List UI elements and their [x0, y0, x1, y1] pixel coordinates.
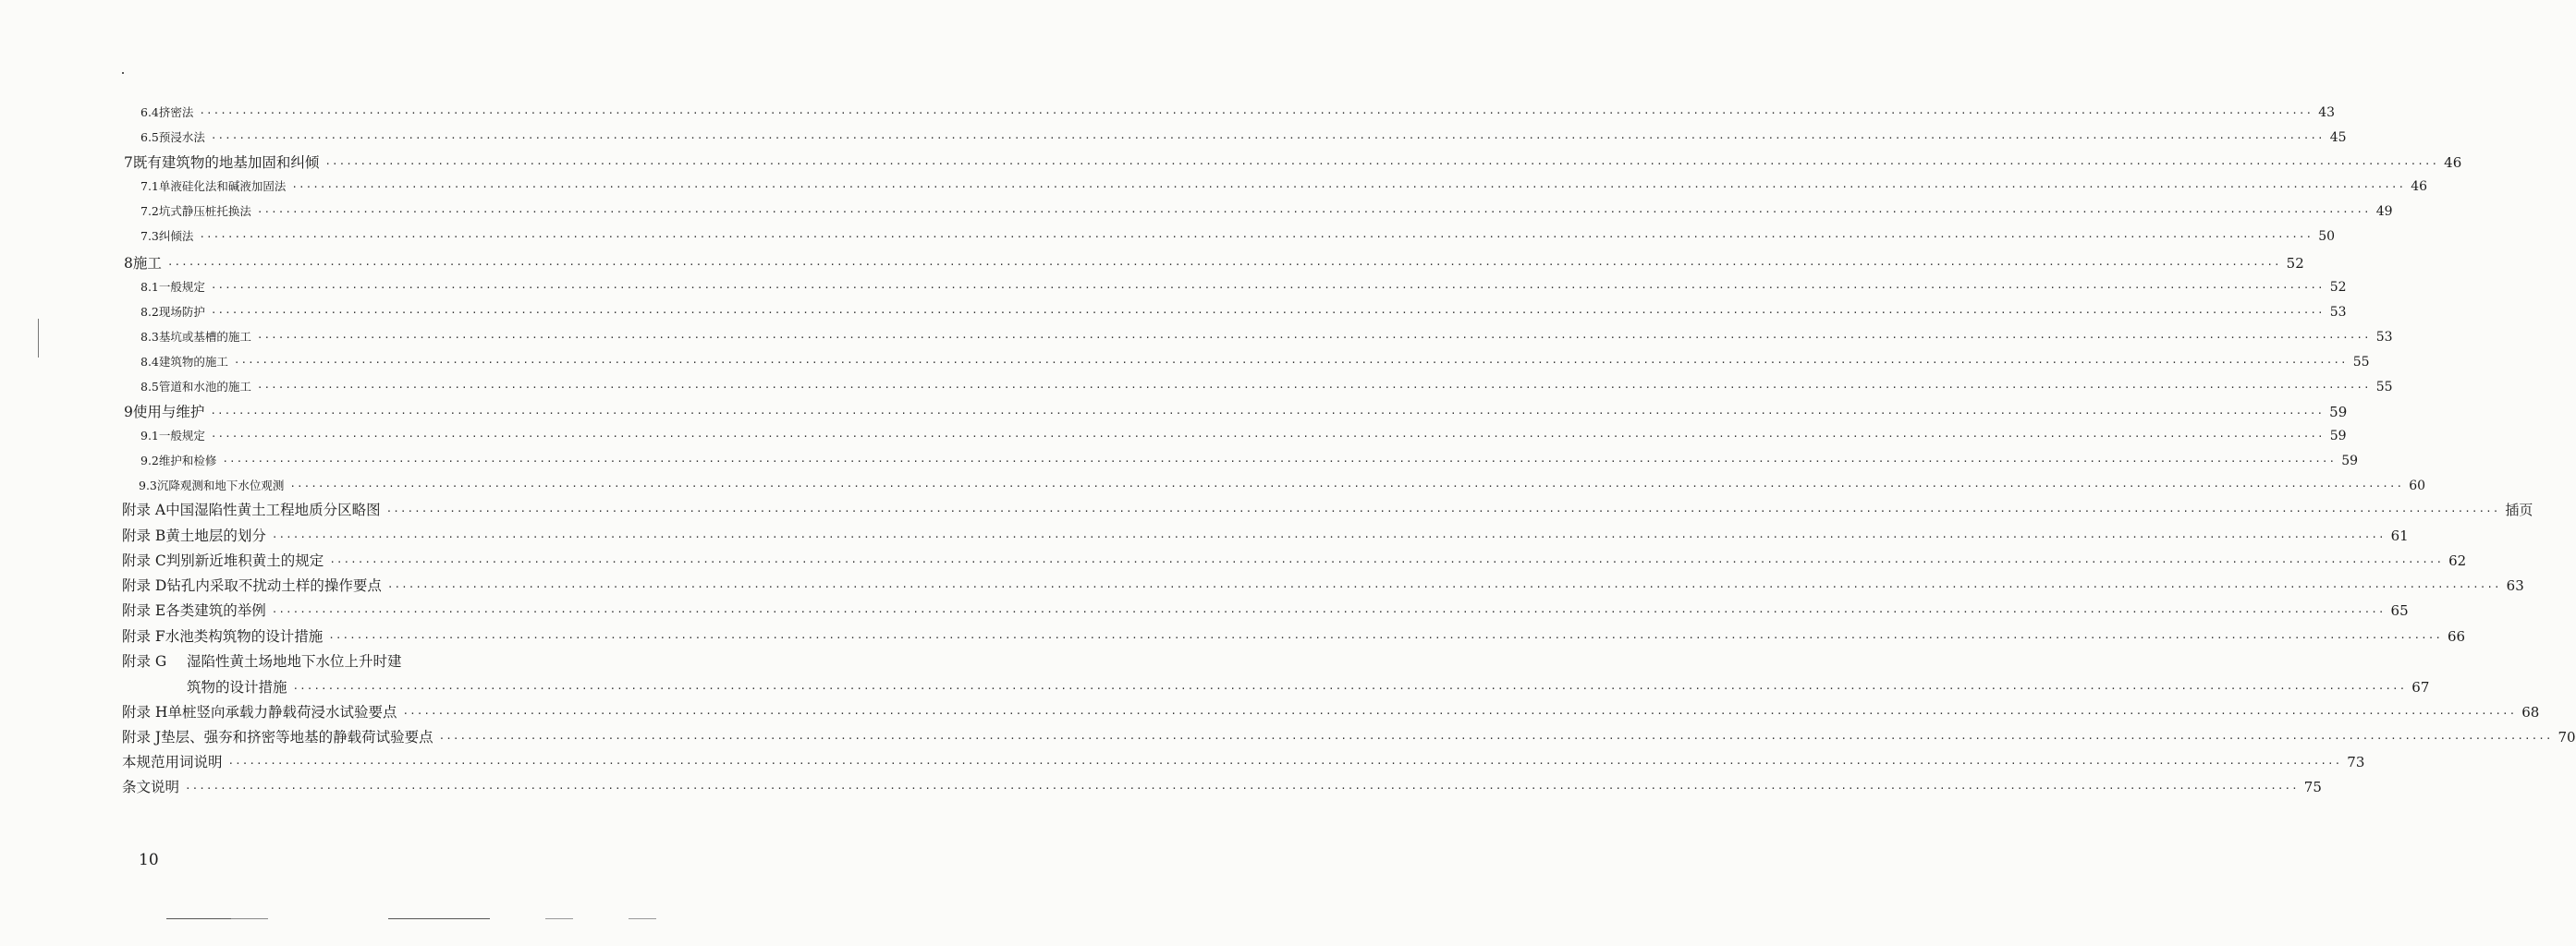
toc-entry-title: 钻孔内采取不扰动土样的操作要点	[166, 577, 382, 594]
toc-entry-number: 附录 H	[122, 704, 168, 721]
toc-entry-title: 中国湿陷性黄土工程地质分区略图	[165, 502, 381, 518]
dot-leader: ············································································································································································································································································································	[256, 332, 2371, 344]
toc-entry-title: 筑物的设计措施	[187, 679, 287, 696]
toc-entry-page: 53	[2375, 330, 2393, 345]
toc-entry-page: 59	[2341, 454, 2359, 468]
toc-entry-page: 59	[2329, 404, 2348, 420]
dot-leader: ············································································································································································································································································································	[386, 581, 2501, 593]
toc-entry-number: 7.3	[140, 229, 159, 243]
toc-entry-title: 一般规定	[158, 429, 205, 443]
toc-entry-page: 45	[2329, 130, 2347, 145]
toc-entry-number: 7.1	[140, 179, 159, 193]
dot-leader: ············································································································································································································································································································	[328, 632, 2442, 644]
scan-line	[629, 918, 656, 919]
toc-entry	[124, 152, 2462, 172]
toc-entry-page: 66	[2447, 628, 2466, 645]
toc-entry	[140, 303, 2347, 320]
toc-entry-number: 附录 D	[122, 577, 167, 594]
toc-entry	[124, 252, 2304, 273]
toc-entry-title: 预浸水法	[158, 130, 205, 144]
toc-entry	[122, 625, 2466, 646]
toc-entry	[140, 427, 2347, 443]
toc-entry	[122, 701, 2540, 722]
toc-entry-title: 管道和水池的施工	[158, 380, 251, 394]
page-number: 10	[139, 851, 159, 869]
toc-entry	[122, 575, 2524, 595]
toc-entry-title: 施工	[132, 255, 162, 272]
toc-entry-title: 单液硅化法和碱液加固法	[158, 179, 287, 193]
toc-entry-page: 53	[2329, 305, 2347, 320]
toc-entry-title: 纠倾法	[158, 229, 194, 243]
dot-leader: ············································································································································································································································································································	[166, 259, 2281, 271]
toc-entry-number: 7	[124, 154, 133, 171]
toc-entry-page: 43	[2318, 105, 2336, 120]
toc-entry-title: 建筑物的施工	[158, 355, 228, 369]
dot-leader: ············································································································································································································································································································	[222, 455, 2337, 467]
toc-entry-title: 现场防护	[158, 305, 205, 319]
dot-leader: ············································································································································································································································································································	[227, 758, 2342, 770]
toc-entry-page: 46	[2444, 154, 2462, 171]
dot-leader: ············································································································································································································································································································	[292, 683, 2407, 695]
dot-leader: ············································································································································································································································································································	[271, 531, 2386, 543]
toc-entry-title: 垫层、强夯和挤密等地基的静载荷试验要点	[161, 729, 433, 746]
toc-entry	[140, 202, 2393, 219]
toc-entry-page: 73	[2347, 754, 2365, 770]
toc-entry-page: 52	[2286, 255, 2304, 272]
toc-entry	[122, 600, 2409, 620]
toc-entry	[140, 378, 2393, 394]
toc-entry	[140, 452, 2359, 468]
dot-leader: ············································································································································································································································································································	[210, 431, 2325, 443]
toc-entry-number: 附录 C	[122, 552, 166, 569]
toc-entry	[140, 227, 2336, 244]
toc-entry-title: 单桩竖向承载力静载荷浸水试验要点	[167, 704, 397, 721]
dot-leader: ············································································································································································································································································································	[210, 132, 2325, 144]
toc-entry	[122, 726, 2576, 746]
toc-entry-page: 75	[2303, 779, 2322, 795]
toc-entry	[124, 401, 2348, 421]
toc-entry-title: 坑式静压桩托换法	[158, 204, 251, 218]
toc-entry-page: 59	[2329, 429, 2347, 443]
toc-entry-title: 黄土地层的划分	[165, 528, 266, 544]
toc-entry-number: 附录 J	[122, 729, 162, 746]
toc-entry-title: 判别新近堆积黄土的规定	[165, 552, 324, 569]
toc-entry-page: 70	[2558, 729, 2576, 746]
toc-entry-page: 55	[2352, 355, 2370, 370]
scan-line	[388, 918, 490, 919]
toc-entry-title: 沉降观测和地下水位观测	[156, 479, 285, 492]
toc-entry-number: 附录 G	[122, 653, 167, 670]
toc-entry-number: 附录 E	[122, 602, 166, 619]
toc-entry	[140, 278, 2347, 295]
toc-entry-page: 插页	[2505, 502, 2533, 518]
toc-entry-page: 65	[2390, 602, 2409, 619]
toc-entry-page: 55	[2375, 380, 2393, 394]
dot-leader: ············································································································································································································································································································	[199, 107, 2314, 119]
toc-entry-title: 维护和检修	[158, 454, 217, 467]
toc-entry-number: 8.4	[140, 355, 159, 369]
toc-entry-page: 61	[2390, 528, 2409, 544]
toc-entry-number: 9	[124, 404, 133, 420]
toc-entry-title: 基坑或基槽的施工	[158, 330, 251, 344]
dot-leader: ············································································································································································································································································································	[291, 181, 2406, 193]
dot-leader: ············································································································································································································································································································	[256, 382, 2371, 394]
toc-entry-title: 本规范用词说明	[122, 754, 223, 770]
toc-entry-title: 条文说明	[122, 779, 180, 795]
dot-leader: ············································································································································································································································································································	[271, 606, 2386, 618]
toc-entry-number: 附录 B	[122, 528, 166, 544]
toc-entry-number: 8.1	[140, 280, 159, 294]
toc-entry-page: 52	[2329, 280, 2347, 295]
dot-leader: ············································································································································································································································································································	[329, 556, 2444, 568]
toc-entry-title: 水池类构筑物的设计措施	[165, 628, 324, 645]
toc-entry	[140, 128, 2347, 145]
dot-leader: ············································································································································································································································································································	[402, 708, 2517, 720]
dot-leader: ············································································································································································································································································································	[289, 480, 2404, 492]
toc-entry	[122, 499, 2533, 519]
scan-line	[545, 918, 573, 919]
toc-entry-number: 9.2	[140, 454, 159, 467]
toc-entry	[122, 751, 2365, 771]
dot-leader: ············································································································································································································································································································	[385, 505, 2500, 517]
toc-entry	[122, 650, 592, 671]
dot-leader: ············································································································································································································································································································	[324, 158, 2439, 170]
scan-line	[231, 918, 268, 919]
toc-entry-title: 各类建筑的举例	[165, 602, 266, 619]
toc-entry	[122, 525, 2409, 545]
toc-entry-number: 9.3	[139, 479, 157, 492]
dot-leader: ············································································································································································································································································································	[185, 782, 2299, 794]
scan-mark	[38, 319, 39, 358]
dot-leader: ············································································································································································································································································································	[199, 231, 2314, 243]
toc-entry	[139, 477, 2426, 493]
toc-entry-title: 挤密法	[158, 105, 194, 119]
toc-entry	[187, 676, 2430, 697]
toc-entry-title: 使用与维护	[132, 404, 205, 420]
toc-entry-number: 8.2	[140, 305, 159, 319]
dot-leader: ············································································································································································································································································································	[233, 357, 2348, 369]
toc-entry-number: 附录 A	[122, 502, 166, 518]
dot-leader: ············································································································································································································································································································	[210, 407, 2325, 419]
toc-entry-number: 8	[124, 255, 133, 272]
dot-leader: ············································································································································································································································································································	[210, 282, 2325, 294]
toc-entry-number: 7.2	[140, 204, 159, 218]
toc-entry-page: 46	[2411, 179, 2428, 194]
toc-entry	[140, 353, 2370, 370]
toc-entry-page: 60	[2409, 479, 2426, 493]
toc-entry-page: 62	[2448, 552, 2467, 569]
toc-entry-number: 8.3	[140, 330, 159, 344]
toc-entry-number: 9.1	[140, 429, 159, 443]
toc-entry	[122, 776, 2322, 796]
toc-entry-page: 50	[2318, 229, 2336, 244]
toc-entry-title: 湿陷性黄土场地地下水位上升时建	[187, 653, 402, 670]
toc-entry-number: 8.5	[140, 380, 159, 394]
dot-leader: ············································································································································································································································································································	[256, 206, 2371, 218]
toc-entry-page: 49	[2375, 204, 2393, 219]
toc-entry-title: 既有建筑物的地基加固和纠倾	[132, 154, 320, 171]
toc-entry	[140, 177, 2428, 194]
toc-entry-page: 68	[2521, 704, 2540, 721]
toc-entry	[140, 328, 2393, 345]
toc-entry-page: 67	[2411, 679, 2430, 696]
scan-dot	[122, 72, 124, 74]
toc-entry-page: 63	[2506, 577, 2524, 594]
toc-entry-number: 附录 F	[122, 628, 165, 645]
toc-entry-title: 一般规定	[158, 280, 205, 294]
toc-entry	[122, 550, 2467, 570]
dot-leader: ············································································································································································································································································································	[210, 307, 2325, 319]
dot-leader: ············································································································································································································································································································	[438, 733, 2553, 745]
toc-entry-number: 6.4	[140, 105, 159, 119]
toc-entry	[140, 103, 2336, 120]
toc-entry-number: 6.5	[140, 130, 159, 144]
scan-line	[166, 918, 231, 919]
